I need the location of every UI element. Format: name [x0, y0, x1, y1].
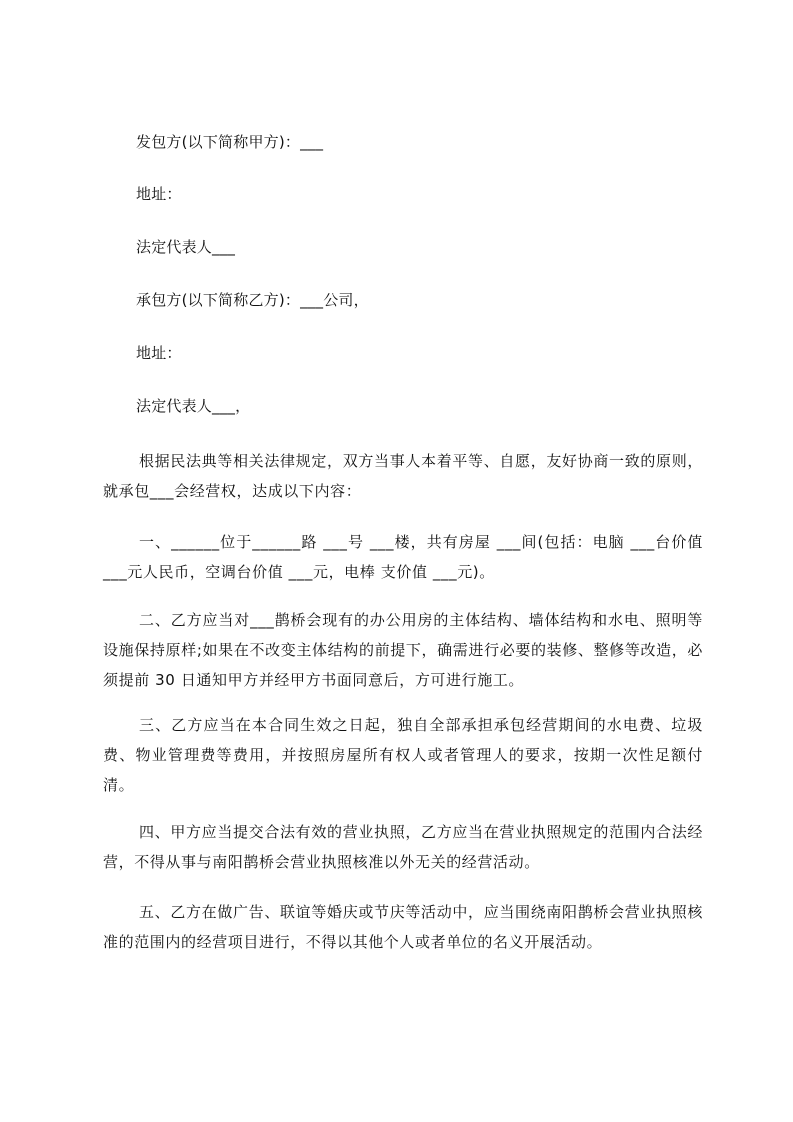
party-b-representative: 法定代表人___， — [136, 397, 251, 415]
clause-5-paragraph: 五、乙方在做广告、联谊等婚庆或节庆等活动中，应当围绕南阳鹊桥会营业执照核准的范围内的经营项目进行，不得以其他个人或者单位的名义开展活动。 — [103, 903, 703, 951]
party-b-address: 地址： — [136, 344, 182, 362]
clause-2-paragraph: 二、乙方应当对___鹊桥会现有的办公用房的主体结构、墙体结构和水电、照明等设施保持原样;如果在不改变主体结构的前提下，确需进行必要的装修、整修等改造，必须提前 30 日通知甲方并经甲方书面同意后，方可进行施工。 — [103, 611, 703, 689]
party-a-line: 发包方(以下简称甲方)：___ — [136, 133, 324, 151]
party-a-address: 地址： — [136, 185, 182, 203]
clause-4-paragraph: 四、甲方应当提交合法有效的营业执照，乙方应当在营业执照规定的范围内合法经营，不得从事与南阳鹊桥会营业执照核准以外无关的经营活动。 — [103, 823, 703, 871]
party-b-line: 承包方(以下简称乙方)：___公司， — [136, 291, 369, 309]
clause-1-paragraph: 一、______位于______路 ___号 ___楼，共有房屋 ___间(包括：电脑 ___台价值 ___元人民币，空调台价值 ___元，电棒 支价值 ___元)。 — [103, 533, 703, 581]
preamble-paragraph: 根据民法典等相关法律规定，双方当事人本着平等、自愿，友好协商一致的原则，就承包___会经营权，达成以下内容： — [103, 452, 703, 500]
clause-3-paragraph: 三、乙方应当在本合同生效之日起，独自全部承担承包经营期间的水电费、垃圾费、物业管理费等费用，并按照房屋所有权人或者管理人的要求，按期一次性足额付清。 — [103, 716, 703, 794]
party-a-representative: 法定代表人___ — [136, 238, 236, 256]
